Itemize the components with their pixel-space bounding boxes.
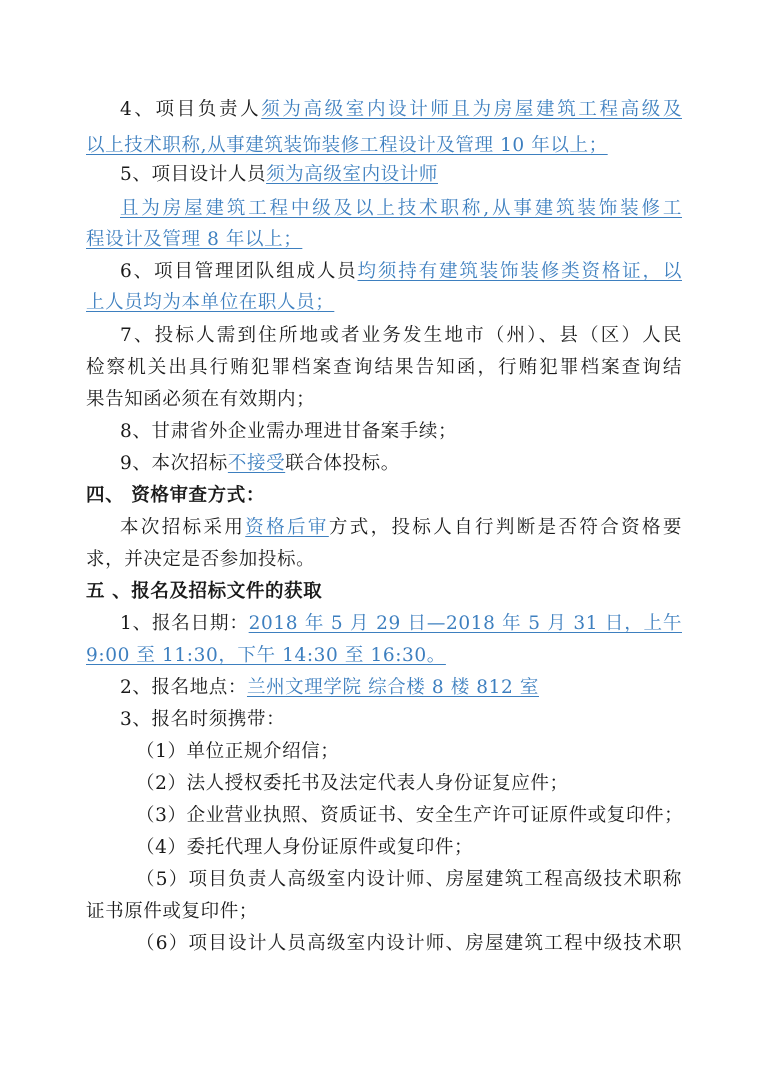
item4-prefix: 4、项目负责人 xyxy=(120,99,262,120)
item7-line3: 果告知函必须在有效期内； xyxy=(86,389,316,410)
section4-line1-link[interactable]: 资格后审 xyxy=(245,517,329,538)
section5-bring-label: 3、报名时须携带： xyxy=(120,709,286,730)
item5-prefix: 5、项目设计人员 xyxy=(120,164,267,185)
item9-suffix: 联合体投标。 xyxy=(285,453,400,474)
item4-link-part2[interactable]: 以上技术职称,从事建筑装饰装修工程设计及管理 10 年以上； xyxy=(86,135,608,156)
item9-link[interactable]: 不接受 xyxy=(227,453,286,474)
bring-item-5-cont: 证书原件或复印件； xyxy=(86,901,258,922)
item6-link-part1[interactable]: 均须持有建筑装饰装修类资格证，以 xyxy=(357,261,682,282)
bring-item-4: （4）委托代理人身份证原件或复印件； xyxy=(136,837,474,858)
section5-place-line xyxy=(120,670,682,706)
item4-line1 xyxy=(120,92,682,128)
section4-line1-suffix: 方式，投标人自行判断是否符合资格要 xyxy=(328,517,682,538)
section5-place-value[interactable]: 兰州文理学院 综合楼 8 楼 812 室 xyxy=(246,677,539,698)
item8-line: 8、甘肃省外企业需办理进甘备案手续； xyxy=(120,421,458,442)
bring-item-3: （3）企业营业执照、资质证书、安全生产许可证原件或复印件； xyxy=(136,805,684,826)
bring-item-6: （6）项目设计人员高级室内设计师、房屋建筑工程中级技术职 xyxy=(136,933,682,954)
item5-line3 xyxy=(86,222,682,258)
section4-line1 xyxy=(120,510,682,546)
section5-date-line2 xyxy=(86,638,682,674)
item9-prefix: 9、本次招标 xyxy=(120,453,228,474)
section4-line2: 求，并决定是否参加投标。 xyxy=(86,549,316,570)
bring-item-1: （1）单位正规介绍信； xyxy=(136,741,340,762)
section4-line1-prefix: 本次招标采用 xyxy=(120,517,246,538)
item5-link-part1[interactable]: 须为高级室内设计师 xyxy=(266,164,438,185)
bring-item-5: （5）项目负责人高级室内设计师、房屋建筑工程高级技术职称 xyxy=(136,869,682,890)
section5-date-label: 1、报名日期： xyxy=(120,613,249,634)
bring-item-2: （2）法人授权委托书及法定代表人身份证复应件； xyxy=(136,773,569,794)
section5-place-label: 2、报名地点： xyxy=(120,677,247,698)
item7-line1: 7、投标人需到住所地或者业务发生地市（州）、县（区）人民 xyxy=(120,325,682,346)
section5-date-line1 xyxy=(120,606,682,642)
item6-prefix: 6、项目管理团队组成人员 xyxy=(120,261,358,282)
item4-link-part1[interactable]: 须为高级室内设计师且为房屋建筑工程高级及 xyxy=(261,99,682,120)
item9-line xyxy=(120,446,682,482)
item5-link-part2[interactable]: 且为房屋建筑工程中级及以上技术职称,从事建筑装饰装修工 xyxy=(120,198,682,219)
item5-link-part3[interactable]: 程设计及管理 8 年以上； xyxy=(86,229,303,250)
section5-date-value2[interactable]: 9:00 至 11:30，下午 14:30 至 16:30。 xyxy=(86,645,446,666)
section5-heading: 五 、报名及招标文件的获取 xyxy=(86,581,323,602)
item6-line2 xyxy=(86,285,682,321)
item6-link-part2[interactable]: 上人员均为本单位在职人员； xyxy=(86,292,335,313)
section4-heading: 四、 资格审查方式： xyxy=(86,485,265,506)
item5-line1 xyxy=(120,157,682,193)
section5-date-value1[interactable]: 2018 年 5 月 29 日—2018 年 5 月 31 日，上午 xyxy=(248,613,682,634)
item7-line2: 检察机关出具行贿犯罪档案查询结果告知函，行贿犯罪档案查询结 xyxy=(86,357,682,378)
